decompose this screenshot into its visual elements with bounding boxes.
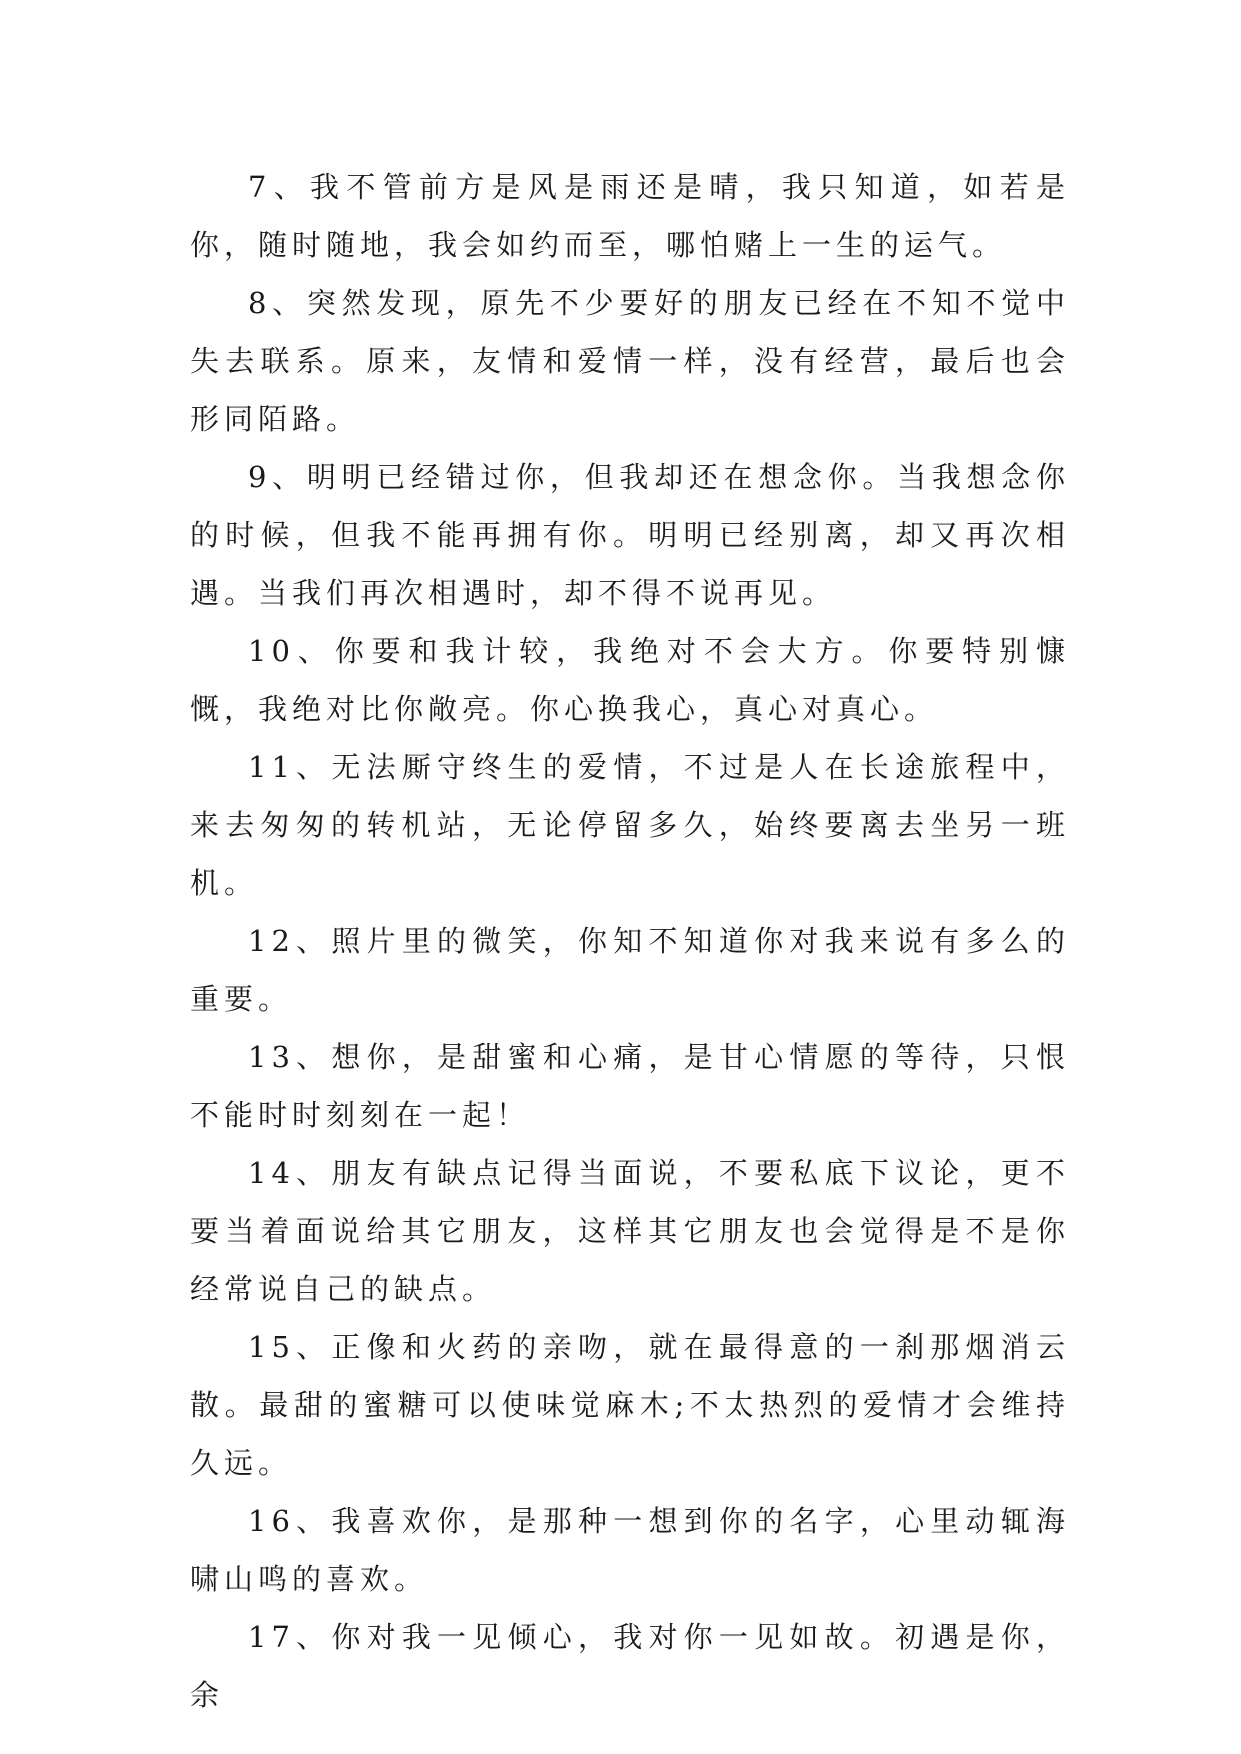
paragraph-15: 15、正像和火药的亲吻，就在最得意的一刹那烟消云散。最甜的蜜糖可以使味觉麻木;不太热烈的爱情才会维持久远。 bbox=[190, 1330, 1070, 1480]
paragraph-9: 9、明明已经错过你，但我却还在想念你。当我想念你的时候，但我不能再拥有你。明明已经别离，却又再次相遇。当我们再次相遇时，却不得不说再见。 bbox=[190, 460, 1070, 610]
paragraph-17: 17、你对我一见倾心，我对你一见如故。初遇是你，余 bbox=[190, 1620, 1070, 1712]
paragraph-14: 14、朋友有缺点记得当面说，不要私底下议论，更不要当着面说给其它朋友，这样其它朋友也会觉得是不是你经常说自己的缺点。 bbox=[190, 1156, 1070, 1306]
document-body bbox=[190, 158, 1070, 1724]
paragraph-16: 16、我喜欢你，是那种一想到你的名字，心里动辄海啸山鸣的喜欢。 bbox=[190, 1504, 1070, 1596]
paragraph-11: 11、无法厮守终生的爱情，不过是人在长途旅程中，来去匆匆的转机站，无论停留多久，始终要离去坐另一班机。 bbox=[190, 750, 1070, 900]
paragraph-12: 12、照片里的微笑，你知不知道你对我来说有多么的重要。 bbox=[190, 924, 1070, 1016]
paragraph-7: 7、我不管前方是风是雨还是晴，我只知道，如若是你，随时随地，我会如约而至，哪怕赌上一生的运气。 bbox=[190, 170, 1070, 262]
paragraph-8: 8、突然发现，原先不少要好的朋友已经在不知不觉中失去联系。原来，友情和爱情一样，没有经营，最后也会形同陌路。 bbox=[190, 286, 1070, 436]
paragraph-13: 13、想你，是甜蜜和心痛，是甘心情愿的等待，只恨不能时时刻刻在一起！ bbox=[190, 1040, 1070, 1132]
paragraph-10: 10、你要和我计较，我绝对不会大方。你要特别慷慨，我绝对比你敞亮。你心换我心，真心对真心。 bbox=[190, 634, 1070, 726]
